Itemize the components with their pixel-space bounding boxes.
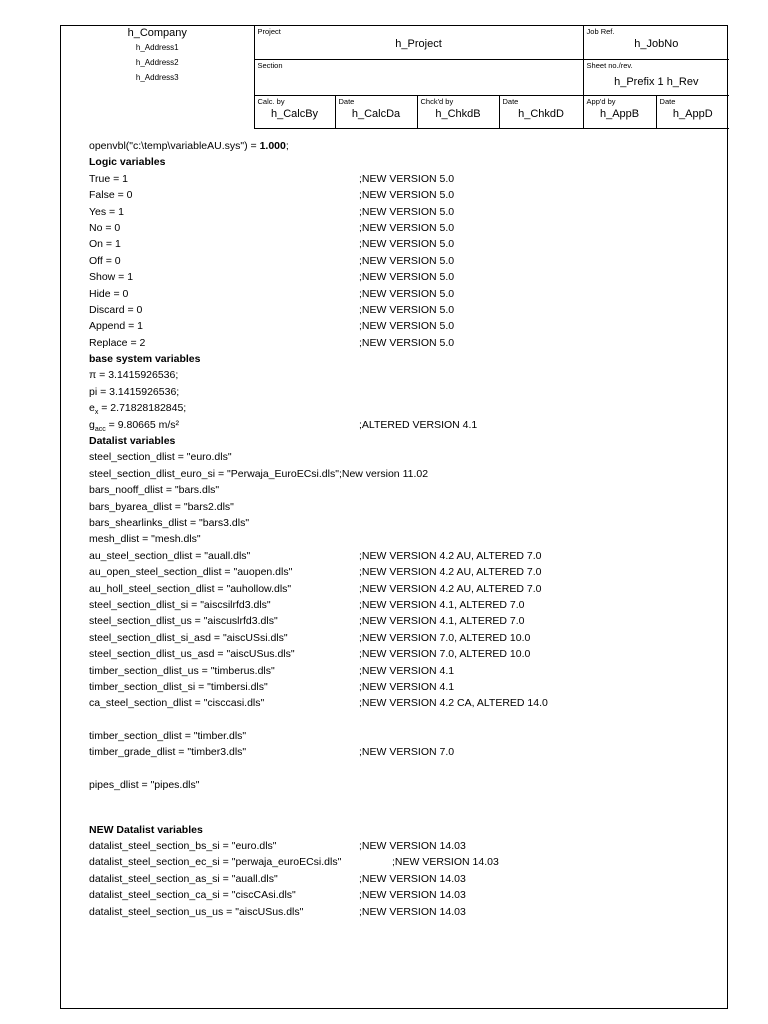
address-1: h_Address1 <box>135 43 179 52</box>
jobref-cell <box>583 26 729 59</box>
variable-definition: timber_section_dlist_si = "timbersi.dls" <box>89 680 268 693</box>
openvbl-suffix: ; <box>285 140 289 152</box>
calc-body <box>89 138 719 920</box>
appby-label: App'd by <box>586 96 616 106</box>
calcby-cell <box>254 95 335 128</box>
list-item <box>89 286 719 302</box>
date2-label: Date <box>502 96 519 106</box>
list-item <box>89 466 719 482</box>
version-note: ;NEW VERSION 14.03 <box>359 889 466 902</box>
timber-section-text: timber_section_dlist = "timber.dls" <box>89 730 247 743</box>
address-2: h_Address2 <box>135 58 179 67</box>
g-rest: = 9.80665 m/s² <box>105 418 179 431</box>
date1-label: Date <box>338 96 355 106</box>
list-item <box>89 838 719 854</box>
list-item <box>89 302 719 318</box>
version-note: ;NEW VERSION 5.0 <box>359 205 455 218</box>
timber-grade-line <box>89 744 719 760</box>
version-note: ;NEW VERSION 4.1 <box>359 680 455 693</box>
variable-definition: bars_nooff_dlist = "bars.dls" <box>89 484 220 497</box>
list-item <box>89 581 719 597</box>
openvbl-line <box>89 138 719 154</box>
list-item <box>89 220 719 236</box>
date1-cell <box>335 95 417 128</box>
pi-text: pi = 3.1415926536; <box>89 385 180 398</box>
version-note: ;NEW VERSION 14.03 <box>359 840 466 853</box>
list-item <box>89 871 719 887</box>
variable-definition: Off = 0 <box>89 254 121 267</box>
variable-definition: datalist_steel_section_ca_si = "ciscCAsi.dls" <box>89 889 296 902</box>
list-item <box>89 318 719 334</box>
openvbl-text: openvbl("c:\temp\variableAU.sys") = <box>89 140 260 152</box>
list-item <box>89 904 719 920</box>
variable-definition: steel_section_dlist_si = "aiscsilrfd3.dls" <box>89 598 271 611</box>
pi-line <box>89 384 719 400</box>
pi-symbol-text: π = 3.1415926536; <box>89 369 179 382</box>
variable-definition: au_holl_steel_section_dlist = "auhollow.dls" <box>89 582 292 595</box>
variable-definition: ca_steel_section_dlist = "cisccasi.dls" <box>89 697 265 710</box>
date2-value: h_ChkdD <box>518 107 564 120</box>
list-item <box>89 499 719 515</box>
e-rest: = 2.71828182845; <box>98 402 187 415</box>
calc-sheet <box>60 25 728 1009</box>
variable-definition: No = 0 <box>89 221 121 234</box>
version-note: ;NEW VERSION 4.2 AU, ALTERED 7.0 <box>359 566 542 579</box>
list-item <box>89 531 719 547</box>
version-note: ;NEW VERSION 5.0 <box>359 303 455 316</box>
list-item <box>89 887 719 903</box>
list-item <box>89 335 719 351</box>
version-note: ;NEW VERSION 5.0 <box>359 172 455 185</box>
variable-definition: au_open_steel_section_dlist = "auopen.dls" <box>89 566 293 579</box>
variable-definition: Append = 1 <box>89 320 144 333</box>
version-note: ;NEW VERSION 4.1, ALTERED 7.0 <box>359 598 525 611</box>
variable-definition: mesh_dlist = "mesh.dls" <box>89 533 201 546</box>
e-main: e <box>89 402 95 415</box>
list-item <box>89 515 719 531</box>
g-line <box>89 417 719 433</box>
variable-definition: steel_section_dlist = "euro.dls" <box>89 451 232 464</box>
version-note: ;NEW VERSION 14.03 <box>359 872 466 885</box>
pi-symbol-line <box>89 367 719 383</box>
sheet-label: Sheet no./rev. <box>586 60 633 70</box>
version-note: ;NEW VERSION 14.03 <box>359 905 466 918</box>
section-cell <box>254 59 583 95</box>
variable-definition: steel_section_dlist_us = "aiscuslrfd3.dls" <box>89 615 278 628</box>
version-note: ;NEW VERSION 5.0 <box>359 336 455 349</box>
variable-definition: datalist_steel_section_ec_si = "perwaja_euroECsi.dls" <box>89 856 342 869</box>
list-item <box>89 646 719 662</box>
g-note: ;ALTERED VERSION 4.1 <box>359 418 478 431</box>
list-item <box>89 253 719 269</box>
version-note: ;NEW VERSION 7.0, ALTERED 10.0 <box>359 631 531 644</box>
list-item <box>89 679 719 695</box>
list-item <box>89 236 719 252</box>
version-note: ;NEW VERSION 4.2 CA, ALTERED 14.0 <box>359 697 548 710</box>
appby-value: h_AppB <box>599 107 640 120</box>
g-sub: acc <box>94 425 106 433</box>
list-item <box>89 171 719 187</box>
version-note: ;NEW VERSION 5.0 <box>359 221 455 234</box>
g-main: g <box>89 418 95 431</box>
appby-cell <box>583 95 656 128</box>
list-item <box>89 204 719 220</box>
timber-grade-text: timber_grade_dlist = "timber3.dls" <box>89 746 247 759</box>
pipes-line <box>89 777 719 793</box>
version-note: ;NEW VERSION 4.1, ALTERED 7.0 <box>359 615 525 628</box>
variable-definition: Yes = 1 <box>89 205 124 218</box>
version-note: ;NEW VERSION 4.2 AU, ALTERED 7.0 <box>359 582 542 595</box>
timber-section-line <box>89 728 719 744</box>
version-note: ;NEW VERSION 4.1 <box>359 664 455 677</box>
list-item <box>89 854 719 870</box>
variable-definition: datalist_steel_section_as_si = "auall.dls" <box>89 872 278 885</box>
address-3: h_Address3 <box>135 73 179 82</box>
variable-definition: False = 0 <box>89 189 133 202</box>
pipes-text: pipes_dlist = "pipes.dls" <box>89 779 200 792</box>
variable-definition: Replace = 2 <box>89 336 146 349</box>
e-sub: x <box>94 409 99 417</box>
version-note: ;NEW VERSION 5.0 <box>359 271 455 284</box>
variable-definition: bars_shearlinks_dlist = "bars3.dls" <box>89 516 250 529</box>
section-label: Section <box>257 60 283 70</box>
list-item <box>89 187 719 203</box>
date2-cell <box>499 95 583 128</box>
version-note: ;NEW VERSION 5.0 <box>359 189 455 202</box>
version-note: ;NEW VERSION 5.0 <box>359 320 455 333</box>
project-cell <box>254 26 583 59</box>
datalist-heading: Datalist variables <box>89 435 176 448</box>
list-item <box>89 548 719 564</box>
date3-label: Date <box>659 96 676 106</box>
jobref-value: h_JobNo <box>634 38 679 50</box>
chkdby-label: Chck'd by <box>420 96 454 106</box>
title-block <box>61 26 729 129</box>
date1-value: h_CalcDa <box>351 107 401 120</box>
datalist-list <box>89 449 719 711</box>
variable-definition: On = 1 <box>89 238 121 251</box>
variable-definition: timber_section_dlist_us = "timberus.dls" <box>89 664 275 677</box>
project-value: h_Project <box>395 38 442 50</box>
variable-definition: au_steel_section_dlist = "auall.dls" <box>89 549 251 562</box>
variable-definition: steel_section_dlist_euro_si = "Perwaja_EuroECsi.dls";New version 11.02 <box>89 467 429 480</box>
date3-value: h_AppD <box>672 107 713 120</box>
variable-definition: datalist_steel_section_us_us = "aiscUSus.dls" <box>89 905 304 918</box>
calcby-label: Calc. by <box>257 96 285 106</box>
project-label: Project <box>257 27 281 36</box>
timber-grade-note: ;NEW VERSION 7.0 <box>359 746 455 759</box>
base-heading: base system variables <box>89 353 201 366</box>
openvbl-value: 1.000 <box>259 140 286 152</box>
variable-definition: steel_section_dlist_si_asd = "aiscUSsi.dls" <box>89 631 288 644</box>
version-note: ;NEW VERSION 4.2 AU, ALTERED 7.0 <box>359 549 542 562</box>
chkdby-cell <box>417 95 499 128</box>
variable-definition: steel_section_dlist_us_asd = "aiscUSus.dls" <box>89 648 295 661</box>
version-note: ;NEW VERSION 7.0, ALTERED 10.0 <box>359 648 531 661</box>
chkdby-value: h_ChkdB <box>435 107 481 120</box>
variable-definition: Show = 1 <box>89 271 134 284</box>
variable-definition: Hide = 0 <box>89 287 129 300</box>
list-item <box>89 663 719 679</box>
list-item <box>89 630 719 646</box>
logic-list <box>89 171 719 351</box>
version-note: ;NEW VERSION 5.0 <box>359 238 455 251</box>
list-item <box>89 482 719 498</box>
variable-definition: bars_byarea_dlist = "bars2.dls" <box>89 500 234 513</box>
company-block <box>61 26 254 128</box>
version-note: ;NEW VERSION 14.03 <box>392 856 499 869</box>
list-item <box>89 695 719 711</box>
sheet-value: h_Prefix 1 h_Rev <box>614 75 699 88</box>
version-note: ;NEW VERSION 5.0 <box>359 287 455 300</box>
company-name: h_Company <box>127 27 187 39</box>
list-item <box>89 269 719 285</box>
variable-definition: True = 1 <box>89 172 129 185</box>
date3-cell <box>656 95 729 128</box>
calcby-value: h_CalcBy <box>270 107 319 120</box>
logic-heading: Logic variables <box>89 156 166 169</box>
e-line <box>89 400 719 416</box>
list-item <box>89 564 719 580</box>
sheet-cell <box>583 59 729 95</box>
new-datalist-list <box>89 838 719 920</box>
version-note: ;NEW VERSION 5.0 <box>359 254 455 267</box>
variable-definition: Discard = 0 <box>89 303 143 316</box>
jobref-label: Job Ref. <box>586 27 615 36</box>
list-item <box>89 613 719 629</box>
list-item <box>89 597 719 613</box>
variable-definition: datalist_steel_section_bs_si = "euro.dls" <box>89 840 277 853</box>
new-datalist-heading: NEW Datalist variables <box>89 823 203 836</box>
list-item <box>89 449 719 465</box>
